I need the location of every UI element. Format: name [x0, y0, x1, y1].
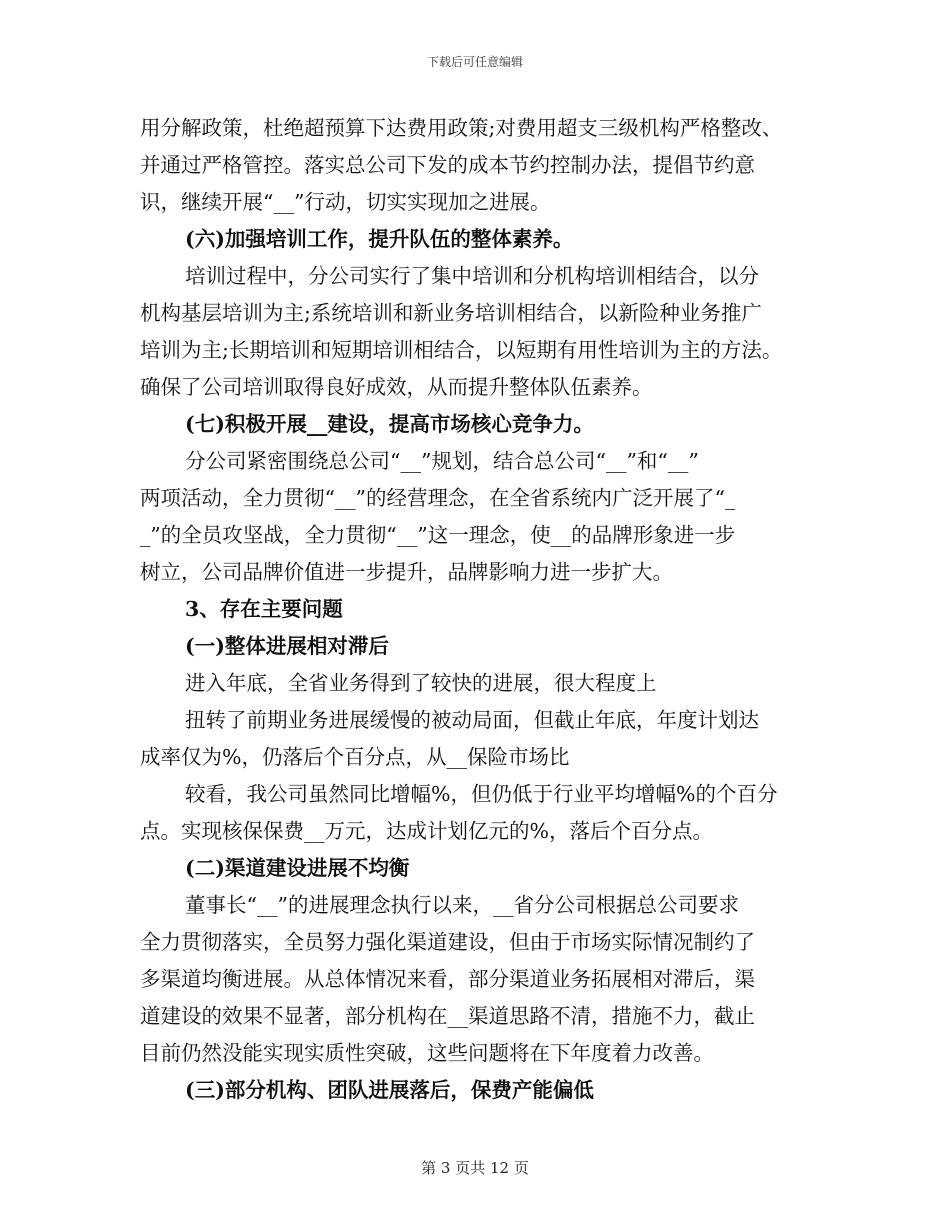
document-body [140, 110, 820, 1109]
paragraph-line: 分公司紧密围绕总公司“__”规划，结合总公司“__”和“__” [185, 449, 699, 473]
section-heading-7: (七)积极开展__建设，提高市场核心竞争力。 [185, 412, 594, 436]
paragraph-line: 识，继续开展“__”行动，切实实现加之进展。 [140, 190, 551, 214]
paragraph-line: 道建设的效果不显著，部分机构在__渠道思路不清，措施不力，截止 [140, 1004, 755, 1028]
paragraph-line: 董事长“__”的进展理念执行以来，__省分公司根据总公司要求 [185, 893, 739, 917]
paragraph-line: _”的全员攻坚战，全力贯彻“__”这一理念，使__的品牌形象进一步 [140, 523, 736, 547]
paragraph-line: 点。实现核保保费__万元，达成计划亿元的%，落后个百分点。 [140, 819, 713, 843]
paragraph-line: 机构基层培训为主;系统培训和新业务培训相结合，以新险种业务推广 [140, 301, 762, 325]
subsection-heading-2: (二)渠道建设进展不均衡 [185, 856, 410, 880]
paragraph-line: 两项活动，全力贯彻“__”的经营理念，在全省系统内广泛开展了“_ [140, 486, 736, 510]
paragraph-line: 多渠道均衡进展。从总体情况来看，部分渠道业务拓展相对滞后，渠 [140, 967, 755, 991]
section-heading-6: (六)加强培训工作，提升队伍的整体素养。 [185, 227, 574, 251]
paragraph-line: 培训过程中，分公司实行了集中培训和分机构培训相结合，以分 [185, 264, 759, 288]
paragraph-line: 目前仍然没能实现实质性突破，这些问题将在下年度着力改善。 [140, 1041, 714, 1065]
paragraph-line: 确保了公司培训取得良好成效，从而提升整体队伍素养。 [140, 375, 653, 399]
paragraph-line: 进入年底，全省业务得到了较快的进展，很大程度上 [185, 671, 657, 695]
paragraph-line: 成率仅为%，仍落后个百分点，从__保险市场比 [140, 745, 570, 769]
paragraph-line: 全力贯彻落实，全员努力强化渠道建设，但由于市场实际情况制约了 [140, 930, 755, 954]
paragraph-line: 较看，我公司虽然同比增幅%，但仍低于行业平均增幅%的个百分 [185, 782, 778, 806]
page-footer: 第 3 页共 12 页 [421, 1159, 529, 1177]
paragraph-line: 扭转了前期业务进展缓慢的被动局面，但截止年底，年度计划达 [185, 708, 759, 732]
paragraph-line: 培训为主;长期培训和短期培训相结合，以短期有用性培训为主的方法。 [140, 338, 783, 362]
paragraph-line: 并通过严格管控。落实总公司下发的成本节约控制办法，提倡节约意 [140, 153, 755, 177]
paragraph-line: 树立，公司品牌价值进一步提升，品牌影响力进一步扩大。 [140, 560, 673, 584]
paragraph-line: 用分解政策，杜绝超预算下达费用政策;对费用超支三级机构严格整改、 [140, 116, 783, 140]
chapter-heading-3: 3、存在主要问题 [185, 597, 343, 621]
subsection-heading-3: (三)部分机构、团队进展落后，保费产能偏低 [185, 1078, 594, 1102]
subsection-heading-1: (一)整体进展相对滞后 [185, 634, 389, 658]
page-header: 下载后可任意编辑 [426, 55, 523, 69]
